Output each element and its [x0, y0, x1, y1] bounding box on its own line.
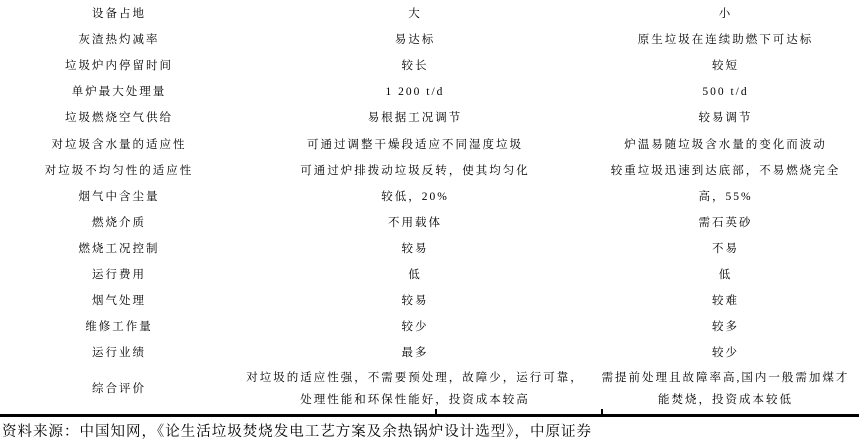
row-value-col2: 较重垃圾迅速到达底部，不易燃烧完全	[610, 164, 841, 177]
row-value-col1: 较易	[401, 295, 429, 308]
row-label: 燃烧介质	[92, 216, 146, 229]
table-row	[0, 1, 859, 27]
table-row	[0, 105, 859, 131]
table-row	[0, 27, 859, 53]
table-row	[0, 158, 859, 184]
row-value-col2: 低	[718, 268, 733, 281]
row-value-col2: 需提前处理且故障率高,国内一般需加煤才能焚烧，投资成本较低	[601, 372, 850, 407]
row-value-col1: 易根据工况调节	[367, 112, 463, 125]
row-value-col1: 对垃圾的适应性强，不需要预处理，故障少，运行可靠，处理性能和环保性能好，投资成本较高	[246, 372, 584, 407]
table-row	[0, 184, 859, 210]
row-label: 运行业绩	[92, 347, 146, 360]
column-border-tick	[601, 409, 603, 414]
row-value-col1: 较长	[401, 60, 429, 73]
row-value-col1: 较少	[401, 321, 429, 334]
table-row	[0, 53, 859, 79]
row-value-col2: 原生垃圾在连续助燃下可达标	[637, 34, 814, 47]
table-row	[0, 262, 859, 288]
source-note: 资料来源：中国知网，《论生活垃圾焚烧发电工艺方案及余热锅炉设计选型》，中原证券	[2, 423, 592, 440]
row-label: 烟气处理	[92, 295, 146, 308]
row-value-col1: 易达标	[394, 34, 436, 47]
row-label: 垃圾炉内停留时间	[65, 60, 173, 73]
row-value-col2: 炉温易随垃圾含水量的变化而波动	[624, 138, 827, 151]
row-value-col1: 较低，20%	[381, 190, 449, 203]
row-label: 垃圾燃烧空气供给	[65, 112, 173, 125]
row-value-col2: 较短	[712, 60, 739, 73]
row-value-col2: 较难	[712, 295, 739, 308]
table-row	[0, 314, 859, 340]
row-value-col2: 高，55%	[698, 190, 753, 203]
table-row	[0, 288, 859, 314]
row-label: 对垃圾含水量的适应性	[51, 138, 187, 151]
table-row	[0, 236, 859, 262]
row-label: 运行费用	[92, 268, 146, 281]
row-value-col1: 不用载体	[388, 216, 442, 229]
row-value-col2: 较少	[712, 347, 739, 360]
row-value-col1: 较易	[401, 242, 429, 255]
row-value-col2: 较多	[712, 321, 739, 334]
table-bottom-border	[0, 414, 859, 417]
row-value-col1: 1 200 t/d	[385, 86, 445, 99]
row-label: 单炉最大处理量	[71, 86, 167, 99]
row-value-col2: 500 t/d	[702, 86, 749, 99]
column-border-tick	[435, 409, 437, 414]
row-value-col2: 需石英砂	[698, 216, 753, 229]
row-label: 维修工作量	[85, 321, 153, 334]
row-value-col1: 低	[408, 268, 422, 281]
row-label: 燃烧工况控制	[78, 242, 160, 255]
row-label: 综合评价	[92, 383, 146, 396]
row-value-col2: 较易调节	[698, 112, 753, 125]
table-row	[0, 366, 859, 412]
table-row	[0, 210, 859, 236]
row-value-col2: 小	[718, 8, 733, 21]
row-label: 对垃圾不均匀性的适应性	[44, 164, 194, 177]
row-value-col1: 大	[408, 8, 422, 21]
table-row	[0, 340, 859, 366]
table-row	[0, 131, 859, 157]
row-label: 灰渣热灼减率	[78, 34, 160, 47]
row-value-col2: 不易	[712, 242, 739, 255]
table-row	[0, 79, 859, 105]
row-value-col1: 最多	[401, 347, 429, 360]
row-label: 设备占地	[92, 8, 146, 21]
row-value-col1: 可通过调整干燥段适应不同湿度垃圾	[307, 138, 523, 151]
row-value-col1: 可通过炉排拨动垃圾反转，使其均匀化	[300, 164, 530, 177]
row-label: 烟气中含尘量	[78, 190, 160, 203]
